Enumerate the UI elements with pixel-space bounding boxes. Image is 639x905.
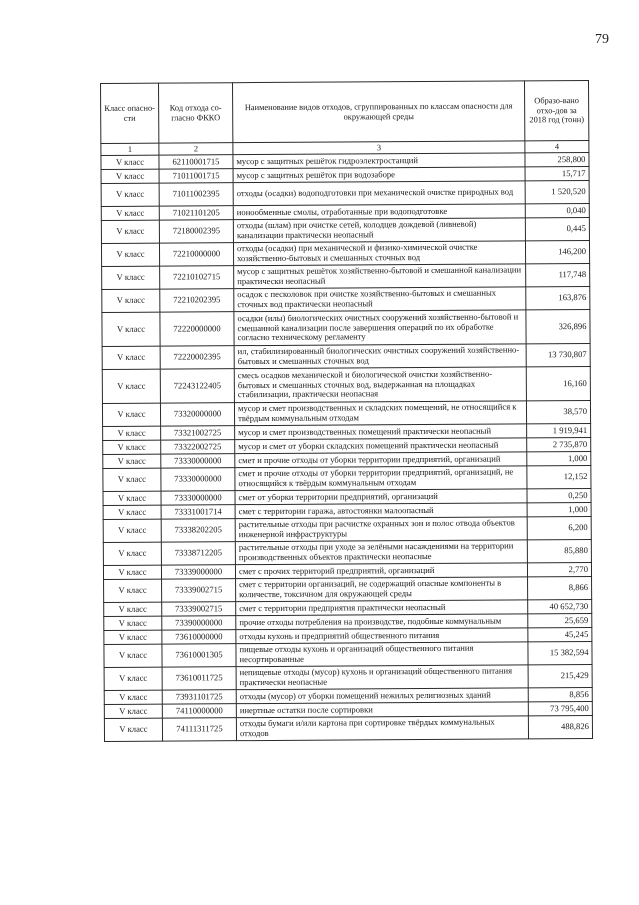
cell-fkko-code: 71011001715 bbox=[159, 169, 233, 183]
column-number-4: 4 bbox=[525, 141, 589, 153]
table-row bbox=[104, 577, 592, 603]
cell-waste-name: смесь осадков механической и биологической очистки хозяйственно-бытовых и смешанных сточных вод, выдержанная на площадках стабилизации, практически неопасная bbox=[234, 367, 526, 403]
cell-hazard-class: V класс bbox=[103, 565, 161, 579]
header-hazard-class: Класс опасно-сти bbox=[101, 83, 159, 143]
cell-waste-name: смет с территории гаража, автостоянки малоопасный bbox=[235, 503, 527, 519]
cell-fkko-code: 72180002395 bbox=[159, 220, 233, 243]
cell-amount: 15 382,594 bbox=[528, 642, 592, 665]
cell-amount: 117,748 bbox=[526, 264, 590, 287]
table-row bbox=[102, 264, 590, 290]
page-number: 79 bbox=[595, 32, 609, 47]
cell-fkko-code: 73331001714 bbox=[161, 505, 235, 519]
cell-waste-name: инертные остатки после сортировки bbox=[236, 702, 528, 718]
cell-fkko-code: 62110001715 bbox=[159, 155, 233, 169]
cell-amount: 1 919,941 bbox=[527, 424, 591, 438]
cell-amount: 40 652,730 bbox=[528, 600, 592, 614]
cell-hazard-class: V класс bbox=[104, 644, 162, 667]
cell-waste-name: смет от уборки территории предприятий, организаций bbox=[235, 489, 527, 505]
header-waste-name: Наименование видов отходов, сгруппированных по классам опасности для окружающей среды bbox=[233, 81, 525, 143]
cell-fkko-code: 73339000000 bbox=[161, 565, 235, 579]
cell-fkko-code: 73338712205 bbox=[161, 542, 235, 565]
cell-fkko-code: 72220002395 bbox=[160, 346, 234, 369]
cell-fkko-code: 73390000000 bbox=[162, 616, 236, 630]
cell-waste-name: осадок с песколовок при очистке хозяйственно-бытовых и смешанных сточных вод практически неопасный bbox=[234, 287, 526, 312]
cell-waste-name: прочие отходы потребления на производстве, подобные коммунальным bbox=[236, 614, 528, 630]
cell-hazard-class: V класс bbox=[104, 616, 162, 630]
cell-fkko-code: 73330000000 bbox=[161, 491, 235, 505]
table-row bbox=[102, 310, 590, 347]
cell-fkko-code: 71021101205 bbox=[159, 206, 233, 220]
cell-waste-name: смет и прочие отходы от уборки территории предприятий, организаций bbox=[235, 452, 527, 468]
cell-hazard-class: V класс bbox=[104, 602, 162, 616]
cell-amount: 1 520,520 bbox=[525, 181, 589, 204]
cell-hazard-class: V класс bbox=[103, 505, 161, 519]
table-row bbox=[103, 466, 591, 492]
cell-hazard-class: V класс bbox=[104, 718, 162, 741]
cell-fkko-code: 73330000000 bbox=[161, 468, 235, 491]
cell-fkko-code: 73610011725 bbox=[162, 667, 236, 690]
table-row bbox=[104, 716, 592, 742]
cell-waste-name: отходы кухонь и предприятий общественного питания bbox=[236, 628, 528, 644]
waste-register-table bbox=[100, 80, 593, 742]
document-sheet bbox=[100, 80, 593, 742]
cell-hazard-class: V класс bbox=[101, 243, 159, 266]
cell-hazard-class: V класс bbox=[102, 266, 160, 289]
column-number-1: 1 bbox=[101, 143, 159, 155]
cell-amount: 326,896 bbox=[526, 310, 590, 344]
cell-fkko-code: 73322002725 bbox=[161, 440, 235, 454]
cell-amount: 8,856 bbox=[528, 688, 592, 702]
table-body bbox=[101, 153, 593, 742]
cell-waste-name: отходы (осадки) водоподготовки при механической очистке природных вод bbox=[233, 181, 525, 206]
table-row bbox=[103, 540, 591, 566]
cell-amount: 38,570 bbox=[526, 401, 590, 424]
cell-fkko-code: 72210202395 bbox=[160, 289, 234, 312]
cell-waste-name: мусор и смет производственных и складских помещений, не относящийся к твёрдым коммунальным отходам bbox=[234, 401, 526, 426]
cell-waste-name: ионообменные смолы, отработанные при водоподготовке bbox=[233, 204, 525, 220]
cell-amount: 13 730,807 bbox=[526, 344, 590, 367]
cell-amount: 258,800 bbox=[525, 153, 589, 167]
cell-waste-name: отходы (мусор) от уборки помещений нежилых религиозных зданий bbox=[236, 688, 528, 704]
cell-hazard-class: V класс bbox=[101, 206, 159, 220]
cell-hazard-class: V класс bbox=[103, 440, 161, 454]
table-row bbox=[102, 344, 590, 370]
cell-hazard-class: V класс bbox=[104, 704, 162, 718]
cell-fkko-code: 72243122405 bbox=[160, 369, 234, 403]
cell-hazard-class: V класс bbox=[101, 155, 159, 169]
cell-waste-name: смет с территории организаций, не содержащий опасные компоненты в количестве, токсичном для окружающей среды bbox=[236, 577, 528, 602]
cell-amount: 45,245 bbox=[528, 628, 592, 642]
cell-waste-name: растительные отходы при расчистке охранных зон и полос отвода объектов инженерной инфраструктуры bbox=[235, 517, 527, 542]
cell-hazard-class: V класс bbox=[103, 468, 161, 491]
table-row bbox=[104, 665, 592, 691]
table-row bbox=[102, 287, 590, 313]
cell-waste-name: растительные отходы при уходе за зелёными насаждениями на территории производственных объектов практически неопасные bbox=[235, 540, 527, 565]
cell-amount: 16,160 bbox=[526, 367, 590, 401]
cell-amount: 2 735,870 bbox=[527, 438, 591, 452]
cell-waste-name: мусор и смет от уборки складских помещений практически неопасный bbox=[235, 438, 527, 454]
cell-amount: 163,876 bbox=[526, 287, 590, 310]
cell-waste-name: мусор с защитных решёток хозяйственно-бытовой и смешанной канализации практически неопасный bbox=[234, 264, 526, 289]
cell-hazard-class: V класс bbox=[103, 454, 161, 468]
cell-fkko-code: 73610001305 bbox=[162, 644, 236, 667]
cell-fkko-code: 73610000000 bbox=[162, 630, 236, 644]
cell-hazard-class: V класс bbox=[102, 346, 160, 369]
cell-fkko-code: 73320000000 bbox=[160, 403, 234, 426]
table-row bbox=[101, 241, 589, 267]
cell-waste-name: мусор с защитных решёток гидроэлектростанций bbox=[233, 153, 525, 169]
cell-fkko-code: 71011002395 bbox=[159, 183, 233, 206]
cell-amount: 2,770 bbox=[527, 563, 591, 577]
cell-amount: 0,250 bbox=[527, 489, 591, 503]
cell-waste-name: смет и прочие отходы от уборки территории предприятий, организаций, не относящийся к твёрдым коммунальным отходам bbox=[235, 466, 527, 491]
cell-amount: 73 795,400 bbox=[528, 702, 592, 716]
cell-waste-name: отходы (осадки) при механической и физико-химической очистке хозяйственно-бытовых и смешанных сточных вод bbox=[233, 241, 525, 266]
cell-hazard-class: V класс bbox=[102, 369, 160, 403]
table-row bbox=[104, 642, 592, 668]
cell-amount: 488,826 bbox=[528, 716, 592, 739]
cell-amount: 1,000 bbox=[527, 503, 591, 517]
cell-amount: 146,200 bbox=[525, 241, 589, 264]
header-row bbox=[101, 81, 589, 144]
cell-hazard-class: V класс bbox=[103, 519, 161, 542]
cell-hazard-class: V класс bbox=[103, 426, 161, 440]
column-number-2: 2 bbox=[159, 143, 233, 155]
cell-hazard-class: V класс bbox=[102, 403, 160, 426]
cell-fkko-code: 73338202205 bbox=[161, 519, 235, 542]
cell-fkko-code: 74110000000 bbox=[162, 704, 236, 718]
cell-hazard-class: V класс bbox=[104, 690, 162, 704]
cell-fkko-code: 73931101725 bbox=[162, 690, 236, 704]
cell-fkko-code: 72220000000 bbox=[160, 312, 234, 346]
cell-fkko-code: 72210000000 bbox=[159, 243, 233, 266]
cell-waste-name: ил, стабилизированный биологических очистных сооружений хозяйственно-бытовых и смешанных сточных вод bbox=[234, 344, 526, 369]
header-amount-2018: Образо-вано отхо-дов за 2018 год (тонн) bbox=[524, 81, 588, 141]
cell-amount: 0,445 bbox=[525, 218, 589, 241]
cell-hazard-class: V класс bbox=[101, 169, 159, 183]
cell-amount: 6,200 bbox=[527, 517, 591, 540]
cell-hazard-class: V класс bbox=[101, 220, 159, 243]
cell-amount: 12,152 bbox=[527, 466, 591, 489]
cell-hazard-class: V класс bbox=[104, 630, 162, 644]
cell-fkko-code: 73330000000 bbox=[161, 454, 235, 468]
table-row bbox=[101, 218, 589, 244]
table-row bbox=[102, 367, 590, 404]
header-fkko-code: Код отхода со-гласно ФККО bbox=[159, 83, 233, 143]
cell-hazard-class: V класс bbox=[103, 491, 161, 505]
table-row bbox=[103, 517, 591, 543]
cell-waste-name: мусор и смет производственных помещений практически неопасный bbox=[235, 424, 527, 440]
cell-fkko-code: 73339002715 bbox=[162, 579, 236, 602]
cell-fkko-code: 74111311725 bbox=[162, 718, 236, 741]
cell-waste-name: непищевые отходы (мусор) кухонь и организаций общественного питания практически неопасные bbox=[236, 665, 528, 690]
cell-hazard-class: V класс bbox=[103, 542, 161, 565]
cell-waste-name: смет с прочих территорий предприятий, организаций bbox=[235, 563, 527, 579]
cell-hazard-class: V класс bbox=[104, 667, 162, 690]
cell-amount: 8,866 bbox=[528, 577, 592, 600]
cell-amount: 15,717 bbox=[525, 167, 589, 181]
cell-amount: 1,000 bbox=[527, 452, 591, 466]
cell-fkko-code: 73321002725 bbox=[161, 426, 235, 440]
cell-fkko-code: 73339002715 bbox=[162, 602, 236, 616]
cell-amount: 85,880 bbox=[527, 540, 591, 563]
cell-waste-name: осадки (илы) биологических очистных сооружений хозяйственно-бытовой и смешанной канализации после завершения операций по их обработке согласно техническому регламенту bbox=[234, 310, 526, 346]
cell-waste-name: пищевые отходы кухонь и организаций общественного питания несортированные bbox=[236, 642, 528, 667]
cell-waste-name: отходы бумаги и/или картона при сортировке твёрдых коммунальных отходов bbox=[236, 716, 528, 741]
table-header bbox=[101, 81, 589, 156]
cell-waste-name: смет с территории предприятия практически неопасный bbox=[236, 600, 528, 616]
cell-fkko-code: 72210102715 bbox=[160, 266, 234, 289]
cell-waste-name: мусор с защитных решёток при водозаборе bbox=[233, 167, 525, 183]
cell-amount: 0,040 bbox=[525, 204, 589, 218]
table-row bbox=[101, 181, 589, 207]
cell-hazard-class: V класс bbox=[102, 312, 160, 346]
cell-hazard-class: V класс bbox=[101, 183, 159, 206]
column-number-3: 3 bbox=[233, 141, 525, 155]
cell-hazard-class: V класс bbox=[102, 289, 160, 312]
table-row bbox=[102, 401, 590, 427]
cell-amount: 25,659 bbox=[528, 614, 592, 628]
cell-waste-name: отходы (шлам) при очистке сетей, колодцев дождевой (ливневой) канализации практически неопасный bbox=[233, 218, 525, 243]
cell-amount: 215,429 bbox=[528, 665, 592, 688]
cell-hazard-class: V класс bbox=[104, 579, 162, 602]
